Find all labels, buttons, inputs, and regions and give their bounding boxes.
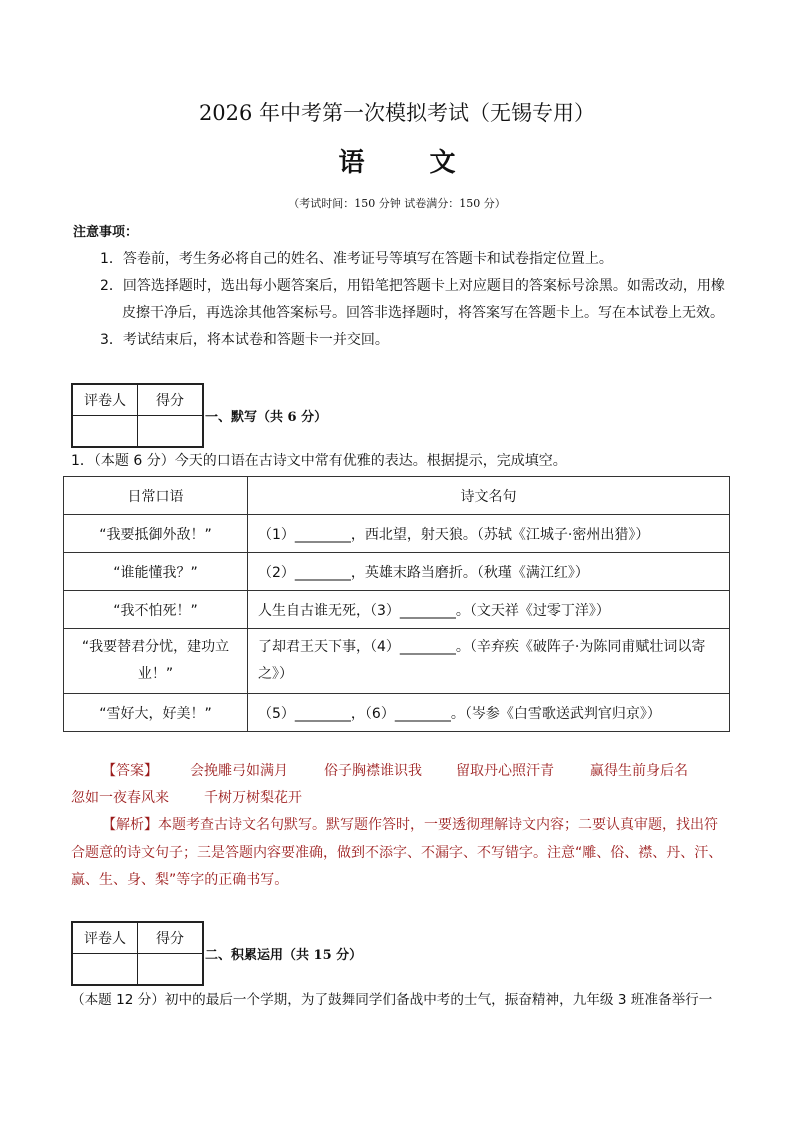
table-row (64, 694, 730, 732)
note-item: 1．答卷前，考生务必将自己的姓名、准考证号等填写在答题卡和试卷指定位置上。 (100, 251, 613, 267)
spoken-phrase: “我要抵御外敌！” (64, 515, 248, 553)
table-row (64, 629, 730, 694)
analysis-line: 本题考查古诗文名句默写。默写题作答时，一要透彻理解诗文内容；二要认真审题，找出符 (158, 817, 718, 833)
analysis-line: 合题意的诗文句子；三是答题内容要准确，做到不添字、不漏字、不写错字。注意“雕、俗、襟、丹、汗、 (71, 845, 723, 861)
grader-label: 评卷人 (72, 384, 138, 416)
section1-heading: 一、默写（共 6 分） (205, 410, 328, 425)
score-box (71, 921, 204, 986)
score-box (71, 383, 204, 448)
table-header: 日常口语 (64, 477, 248, 515)
table-row (64, 553, 730, 591)
table-row (64, 591, 730, 629)
grader-label: 评卷人 (72, 922, 138, 954)
spoken-phrase: “我要替君分忧，建功立业！” (64, 629, 248, 694)
poem-line: （2）________，英雄末路当磨折。（秋瑾《满江红》） (248, 553, 730, 591)
note-item: 皮擦干净后，再选涂其他答案标号。回答非选择题时，将答案写在答题卡上。写在本试卷上无效。 (122, 305, 724, 321)
analysis-label: 【解析】 (102, 817, 158, 833)
poem-line: （5）________，（6）________。（岑参《白雪歌送武判官归京》） (248, 694, 730, 732)
answer-item: 千树万树梨花开 (204, 790, 302, 806)
score-cell[interactable] (138, 954, 204, 986)
grader-cell[interactable] (72, 954, 138, 986)
note-item: 3．考试结束后，将本试卷和答题卡一并交回。 (100, 332, 389, 348)
question-2-intro: （本题 12 分）初中的最后一个学期，为了鼓舞同学们备战中考的士气，振奋精神，九年级 3 班准备举行一 (71, 992, 713, 1008)
subject-title: 语 文 (338, 148, 484, 178)
poem-table (63, 476, 730, 732)
exam-info: （考试时间：150 分钟 试卷满分：150 分） (288, 197, 506, 210)
table-header: 诗文名句 (248, 477, 730, 515)
poem-line: 了却君王天下事，（4）________。（辛弃疾《破阵子·为陈同甫赋壮词以寄之》） (248, 629, 730, 694)
exam-title: 2026 年中考第一次模拟考试（无锡专用） (198, 101, 596, 125)
answer-item: 俗子胸襟谁识我 (324, 763, 422, 779)
question-1: 1．（本题 6 分）今天的口语在古诗文中常有优雅的表达。根据提示，完成填空。 (71, 453, 567, 469)
score-label: 得分 (138, 384, 204, 416)
answer-item: 忽如一夜春风来 (71, 790, 169, 806)
spoken-phrase: “雪好大，好美！” (64, 694, 248, 732)
spoken-phrase: “谁能懂我？” (64, 553, 248, 591)
note-item: 2．回答选择题时，选出每小题答案后，用铅笔把答题卡上对应题目的答案标号涂黑。如需改动，用橡 (100, 278, 725, 294)
analysis-line: 赢、生、身、梨”等字的正确书写。 (71, 872, 289, 888)
score-label: 得分 (138, 922, 204, 954)
table-row (64, 515, 730, 553)
poem-line: （1）________，西北望，射天狼。（苏轼《江城子·密州出猎》） (248, 515, 730, 553)
score-cell[interactable] (138, 416, 204, 448)
answer-item: 会挽雕弓如满月 (190, 763, 288, 779)
notes-heading: 注意事项： (73, 225, 139, 240)
spoken-phrase: “我不怕死！” (64, 591, 248, 629)
section2-heading: 二、积累运用（共 15 分） (205, 948, 363, 963)
answer-item: 赢得生前身后名 (590, 763, 688, 779)
answer-item: 留取丹心照汗青 (456, 763, 554, 779)
grader-cell[interactable] (72, 416, 138, 448)
poem-line: 人生自古谁无死，（3）________。（文天祥《过零丁洋》） (248, 591, 730, 629)
answer-label: 【答案】 (102, 763, 158, 779)
